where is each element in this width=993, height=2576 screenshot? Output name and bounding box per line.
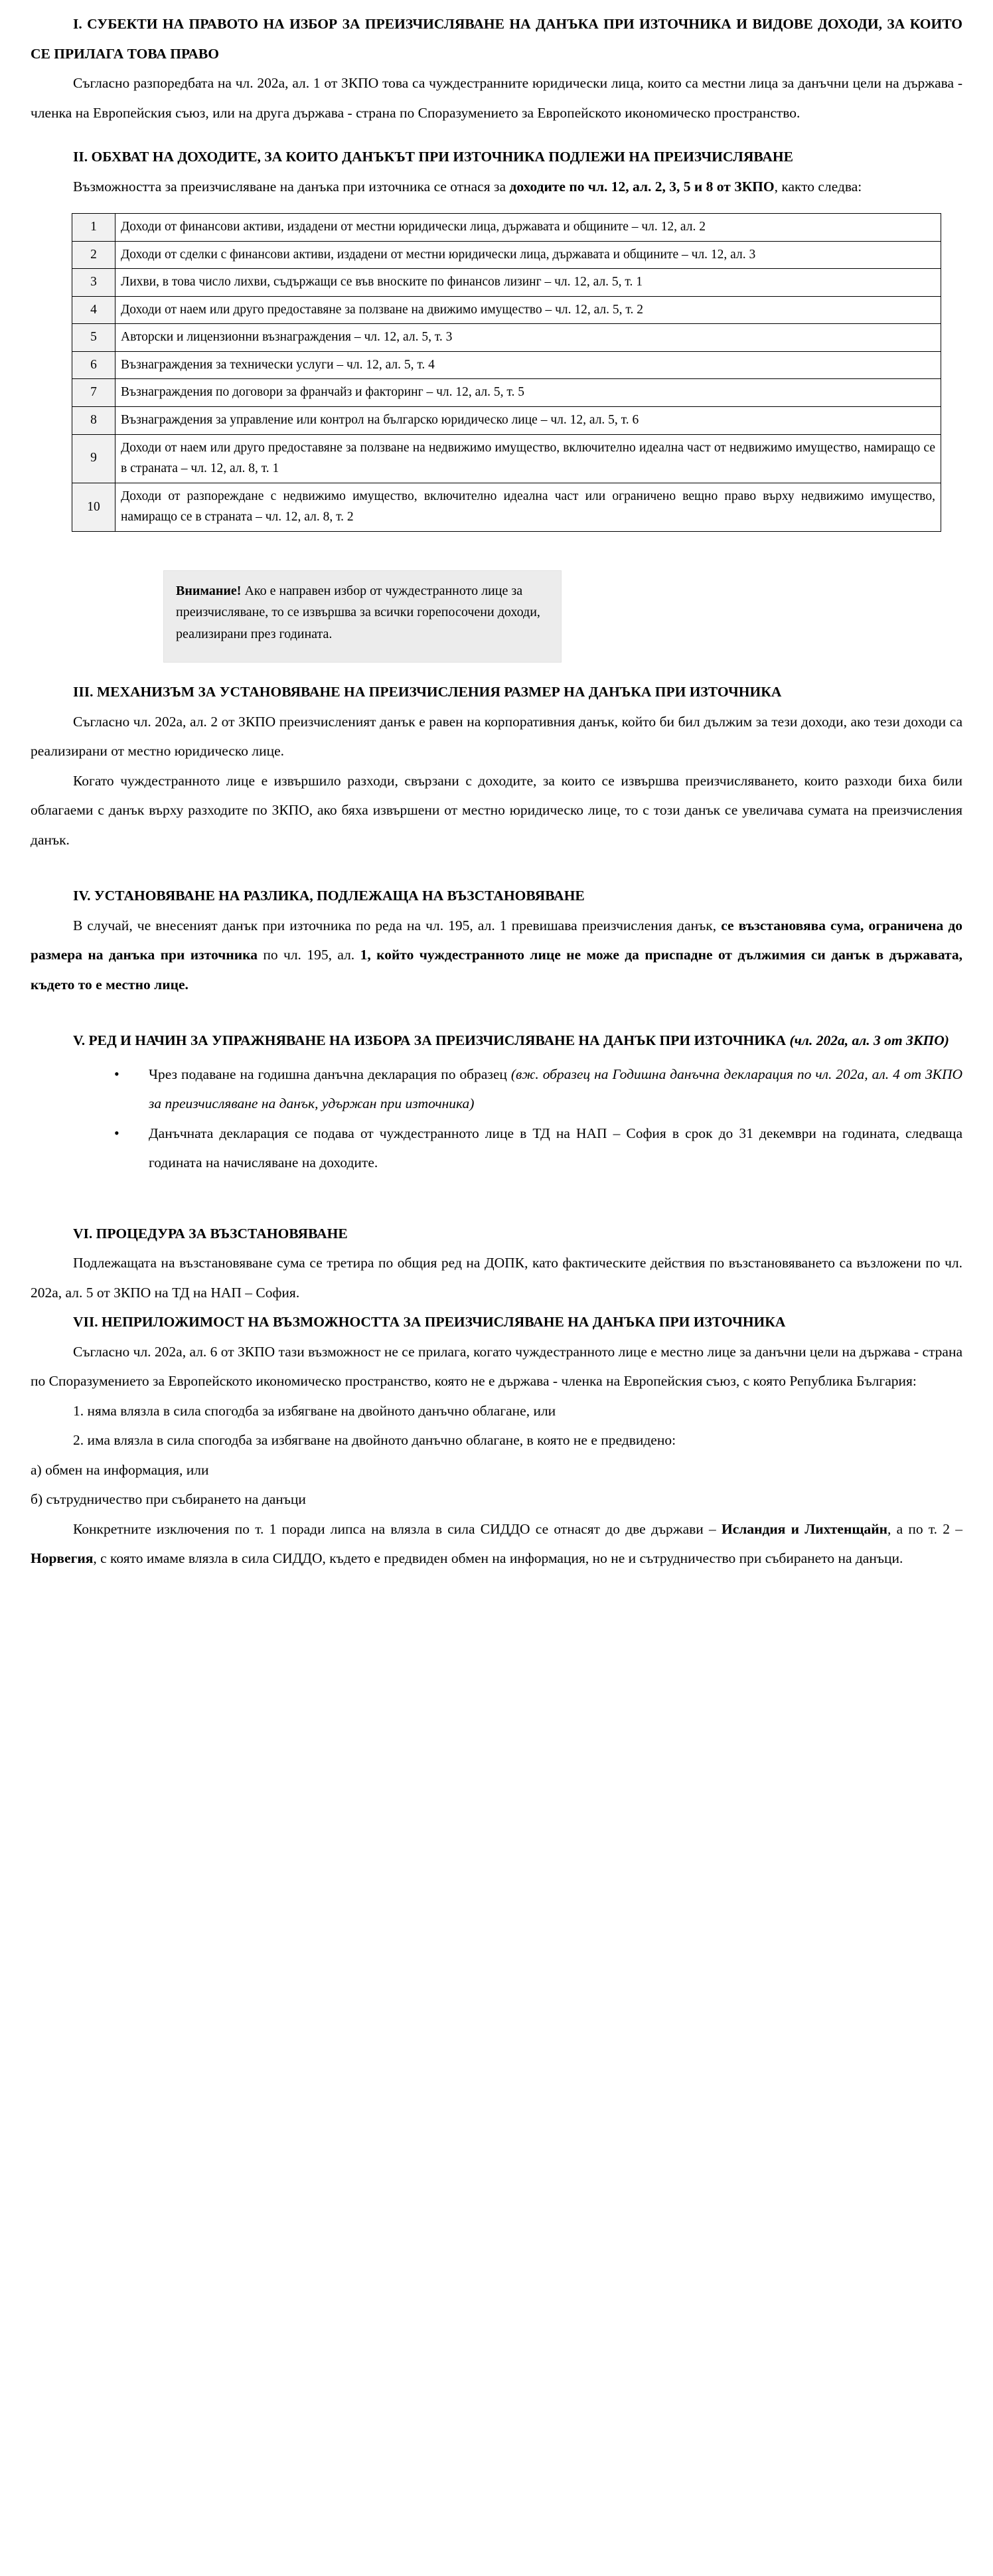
section-7-paragraph-1: Съгласно чл. 202а, ал. 6 от ЗКПО тази възможност не се прилага, когато чуждестранното лице е местно лице за данъчни цели на държава - страна по Споразумението за Европейското икономическо пространство, която не е държава - членка на Европейския съюз, с която Република България: [31,1343,963,1390]
s4-p1-emphasis-1: се възстановява сума, ограничена до размера на данъка при източника [31,917,962,963]
income-types-table [72,213,941,532]
table-row [72,296,941,324]
section-heading-5 [31,1026,962,1056]
table-row [72,379,941,407]
section-heading-2: II. ОБХВАТ НА ДОХОДИТЕ, ЗА КОИТО ДАНЪКЪТ ПРИ ИЗТОЧНИКА ПОДЛЕЖИ НА ПРЕИЗЧИСЛЯВАНЕ [73,149,793,165]
s7-closing-tail: , с която имаме влязла в сила СИДДО, където е предвиден обмен на информация, но не и сътрудничество при събирането на данъци. [93,1550,903,1567]
section-heading-7: VII. НЕПРИЛОЖИМОСТ НА ВЪЗМОЖНОСТТА ЗА ПРЕИЗЧИСЛЯВАНЕ НА ДАНЪКА ПРИ ИЗТОЧНИКА [73,1314,786,1330]
s5-title-main: V. РЕД И НАЧИН ЗА УПРАЖНЯВАНЕ НА ИЗБОРА ЗА ПРЕИЗЧИСЛЯВАНЕ НА ДАНЪК ПРИ ИЗТОЧНИКА [73,1032,790,1049]
table-cell-description: Възнаграждения за управление или контрол на българско юридическо лице – чл. 12, ал. 5, т. 6 [115,407,941,435]
section-2-paragraph-1 [31,172,962,202]
s4-p1-mid: по чл. 195, ал. [257,947,360,963]
s2-p1-tail: , както следва: [774,178,862,195]
table-cell-number: 5 [72,324,115,352]
spacer [31,127,962,142]
table-row [72,241,941,269]
section-7-numbered-list [31,1396,962,1514]
table-cell-description: Доходи от финансови активи, издадени от местни юридически лица, държавата и общините – чл. 12, ал. 2 [115,214,941,242]
table-cell-description: Възнаграждения за технически услуги – чл. 12, ал. 5, т. 4 [115,351,941,379]
table-row [72,269,941,297]
table-row [72,407,941,435]
section-3-paragraph-2: Когато чуждестранното лице е извършило разходи, свързани с доходите, за които се извършва преизчисляването, които разходи биха били облагаеми с данък върху разходите по ЗКПО, ако бяха извършени от местно юридическо лице, то с този данък се увеличава сумата на преизчисления данък. [31,772,962,848]
section-heading-3: III. МЕХАНИЗЪМ ЗА УСТАНОВЯВАНЕ НА ПРЕИЗЧИСЛЕНИЯ РАЗМЕР НА ДАНЪКА ПРИ ИЗТОЧНИКА [73,684,782,700]
spacer [31,1178,962,1219]
s4-p1-lead: В случай, че внесеният данък при източника по реда на чл. 195, ал. 1 превишава преизчисления данък, [73,917,722,933]
table-cell-number: 8 [72,407,115,435]
table-cell-number: 10 [72,483,115,531]
s4-p1-emphasis-2: 1, който чуждестранното лице не може да приспадне от дължимия си данък в държавата, където то е местно лице. [31,947,962,993]
table-cell-description: Лихви, в това число лихви, съдържащи се във вноските по финансов лизинг – чл. 12, ал. 5, т. 1 [115,269,941,297]
spacer [31,663,962,677]
spacer [31,854,962,881]
table-cell-number: 2 [72,241,115,269]
table-cell-number: 4 [72,296,115,324]
table-cell-number: 1 [72,214,115,242]
list-item [114,1060,962,1119]
attention-note-box [163,570,562,663]
section-heading-4: IV. УСТАНОВЯВАНЕ НА РАЗЛИКА, ПОДЛЕЖАЩА НА ВЪЗСТАНОВЯВАНЕ [73,888,585,904]
section-4-paragraph-1 [31,911,962,1000]
section-5-bullet-list [31,1060,962,1178]
table-cell-number: 9 [72,434,115,483]
document-body [31,9,962,1573]
section-7-item-2b: б) сътрудничество при събирането на данъци [31,1491,306,1508]
table-cell-number: 7 [72,379,115,407]
section-heading-6: VI. ПРОЦЕДУРА ЗА ВЪЗСТАНОВЯВАНЕ [73,1225,348,1242]
list-item: • Данъчната декларация се подава от чуждестранното лице в ТД на НАП – София в срок до 31 декември на годината, следваща годината на начисляване на доходите. [114,1119,962,1178]
table-row [72,351,941,379]
table-cell-description: Доходи от сделки с финансови активи, издадени от местни юридически лица, държавата и общините – чл. 12, ал. 3 [115,241,941,269]
s5-bullet1-reference: (вж. образец на Годишна данъчна декларация по чл. 202а, ал. 4 от ЗКПО за преизчисляване на данък, удържан при източника) [149,1066,963,1112]
s2-p1-emphasis: доходите по чл. 12, ал. 2, 3, 5 и 8 от ЗКПО [509,178,775,195]
table-row [72,434,941,483]
section-3-paragraph-1: Съгласно чл. 202а, ал. 2 от ЗКПО преизчисленият данък е равен на корпоративния данък, който би бил дължим за тези доходи, ако тези доходи са реализирани от местно юридическо лице. [31,713,962,760]
s5-title-reference: (чл. 202а, ал. 3 от ЗКПО) [789,1032,949,1049]
s5-bullet1-lead: Чрез подаване на годишна данъчна декларация по образец [149,1066,511,1082]
s7-country-group-2: Норвегия [31,1550,94,1567]
table-cell-description: Доходи от наем или друго предоставяне за ползване на недвижимо имущество, включително идеална част от недвижимо имущество, намиращо се в страната – чл. 12, ал. 8, т. 1 [115,434,941,483]
s7-closing-lead: Конкретните изключения по т. 1 поради липса на влязла в сила СИДДО се отнасят до две държави – [73,1520,722,1537]
section-7-closing-paragraph [31,1514,962,1573]
attention-body: Ако е направен избор от чуждестранното лице за преизчисляване, то се извършва за всички горепосочени доходи, реализирани през годината. [176,583,540,641]
s7-closing-mid: , а по т. 2 – [887,1520,962,1537]
s2-p1-lead: Възможността за преизчисляване на данъка при източника се отнася за [73,178,510,195]
table-cell-number: 6 [72,351,115,379]
attention-note-text [176,580,549,645]
section-heading-1: I. СУБЕКТИ НА ПРАВОТО НА ИЗБОР ЗА ПРЕИЗЧИСЛЯВАНЕ НА ДАНЪКА ПРИ ИЗТОЧНИКА И ВИДОВЕ ДОХОДИ, ЗА КОИТО СЕ ПРИЛАГА ТОВА ПРАВО [31,16,962,62]
s7-country-group-1: Исландия и Лихтенщайн [722,1520,888,1537]
attention-label: Внимание! [176,583,242,598]
table-cell-description: Авторски и лицензионни възнаграждения – чл. 12, ал. 5, т. 3 [115,324,941,352]
table-row [72,483,941,531]
table-cell-description: Възнаграждения по договори за франчайз и факторинг – чл. 12, ал. 5, т. 5 [115,379,941,407]
table-row [72,214,941,242]
section-7-item-2: 2. има влязла в сила спогодба за избягване на двойното данъчно облагане, в която не е предвидено: [73,1432,676,1449]
section-6-paragraph-1: Подлежащата на възстановяване сума се третира по общия ред на ДОПК, като фактическите действия по възстановяването са възложени по чл. 202а, ал. 5 от ЗКПО на ТД на НАП – София. [31,1255,962,1301]
spacer [31,999,962,1026]
table-cell-description: Доходи от разпореждане с недвижимо имущество, включително идеална част или ограничено вещно право върху недвижимо имущество, намиращо се в страната – чл. 12, ал. 8, т. 2 [115,483,941,531]
table-cell-number: 3 [72,269,115,297]
section-7-item-2a: а) обмен на информация, или [31,1461,209,1478]
section-7-item-1: 1. няма влязла в сила спогодба за избягване на двойното данъчно облагане, или [73,1402,556,1419]
section-1-paragraph-1: Съгласно разпоредбата на чл. 202а, ал. 1 от ЗКПО това са чуждестранните юридически лица, които са местни лица за данъчни цели на държава - членка на Европейския съюз, или на друга държава - страна по Споразумението за Европейското икономическо пространство. [31,75,962,121]
table-row [72,324,941,352]
table-cell-description: Доходи от наем или друго предоставяне за ползване на движимо имущество – чл. 12, ал. 5, т. 2 [115,296,941,324]
